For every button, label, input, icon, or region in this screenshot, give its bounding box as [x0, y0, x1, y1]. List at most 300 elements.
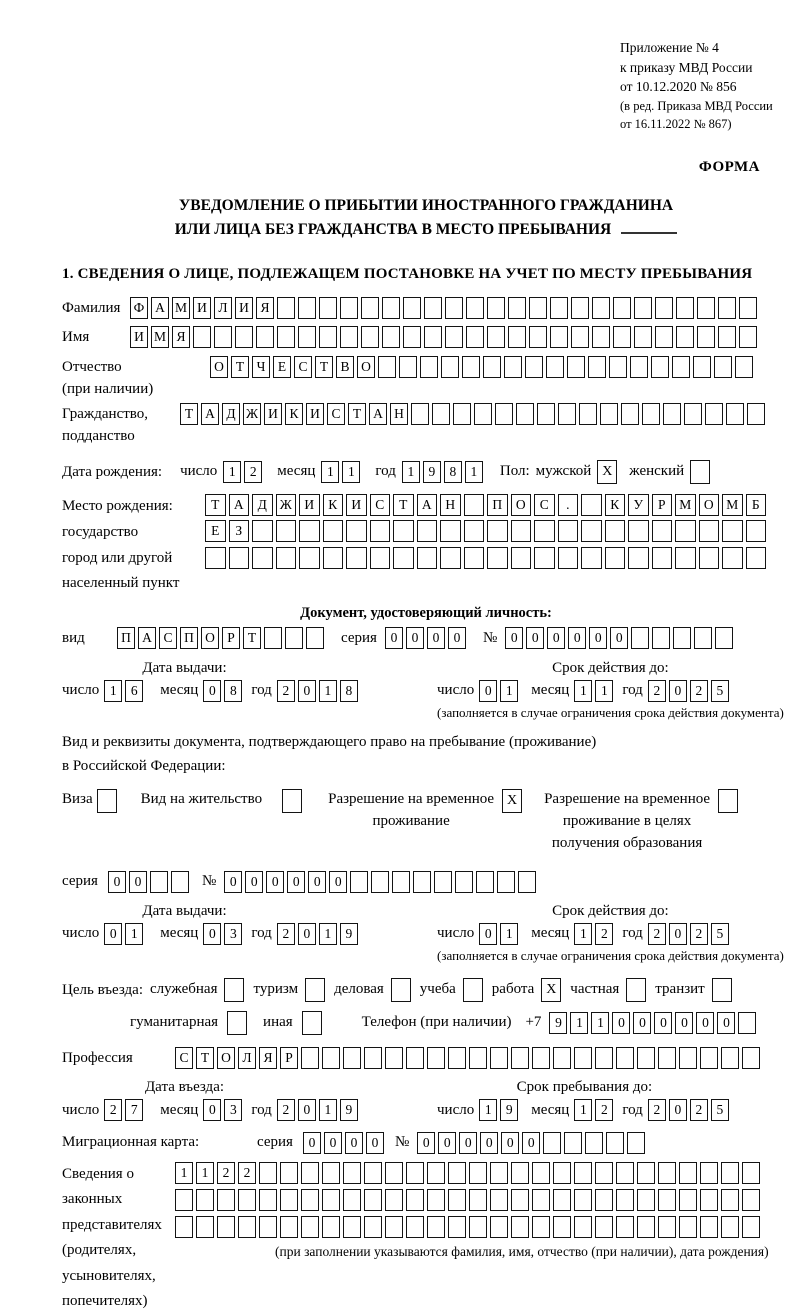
char-cell[interactable] — [280, 1189, 298, 1211]
char-cell[interactable] — [651, 356, 669, 378]
char-cell[interactable]: 0 — [717, 1012, 735, 1034]
char-cell[interactable]: 0 — [345, 1132, 363, 1154]
char-cell[interactable]: 0 — [303, 1132, 321, 1154]
char-cell[interactable] — [343, 1216, 361, 1238]
char-cell[interactable] — [679, 1189, 697, 1211]
char-cell[interactable]: С — [534, 494, 555, 516]
char-cell[interactable] — [171, 871, 189, 893]
char-cell[interactable] — [403, 326, 421, 348]
char-cell[interactable] — [277, 326, 295, 348]
other-checkbox[interactable] — [302, 1011, 322, 1035]
char-cell[interactable] — [746, 547, 767, 569]
char-cell[interactable] — [323, 547, 344, 569]
char-cell[interactable]: . — [558, 494, 579, 516]
char-cell[interactable] — [238, 1216, 256, 1238]
char-cell[interactable] — [518, 871, 536, 893]
char-cell[interactable] — [350, 871, 368, 893]
char-cell[interactable] — [616, 1189, 634, 1211]
char-cell[interactable] — [652, 520, 673, 542]
char-cell[interactable] — [553, 1162, 571, 1184]
char-cell[interactable] — [399, 356, 417, 378]
char-cell[interactable]: И — [235, 297, 253, 319]
char-cell[interactable] — [464, 520, 485, 542]
char-cell[interactable] — [217, 1189, 235, 1211]
char-cell[interactable]: Я — [259, 1047, 277, 1069]
char-cell[interactable]: О — [201, 627, 219, 649]
char-cell[interactable]: Р — [280, 1047, 298, 1069]
char-cell[interactable] — [742, 1162, 760, 1184]
char-cell[interactable] — [722, 520, 743, 542]
study-checkbox[interactable] — [463, 978, 483, 1002]
char-cell[interactable] — [595, 1162, 613, 1184]
char-cell[interactable]: 0 — [669, 680, 687, 702]
char-cell[interactable] — [621, 403, 639, 425]
char-cell[interactable] — [679, 1216, 697, 1238]
char-cell[interactable] — [229, 547, 250, 569]
char-cell[interactable]: 0 — [366, 1132, 384, 1154]
char-cell[interactable] — [393, 520, 414, 542]
char-cell[interactable] — [693, 356, 711, 378]
char-cell[interactable] — [532, 1189, 550, 1211]
char-cell[interactable]: 2 — [595, 1099, 613, 1121]
char-cell[interactable]: 0 — [224, 871, 242, 893]
char-cell[interactable]: К — [285, 403, 303, 425]
char-cell[interactable]: 0 — [203, 1099, 221, 1121]
char-cell[interactable]: 0 — [610, 627, 628, 649]
char-cell[interactable]: О — [217, 1047, 235, 1069]
char-cell[interactable] — [739, 297, 757, 319]
char-cell[interactable] — [299, 547, 320, 569]
char-cell[interactable] — [340, 326, 358, 348]
char-cell[interactable] — [676, 326, 694, 348]
humanitarian-checkbox[interactable] — [227, 1011, 247, 1035]
char-cell[interactable] — [655, 326, 673, 348]
tourism-checkbox[interactable] — [305, 978, 325, 1002]
char-cell[interactable]: М — [172, 297, 190, 319]
char-cell[interactable] — [663, 403, 681, 425]
char-cell[interactable] — [235, 326, 253, 348]
char-cell[interactable] — [490, 1047, 508, 1069]
char-cell[interactable] — [558, 547, 579, 569]
char-cell[interactable] — [546, 356, 564, 378]
char-cell[interactable] — [280, 1162, 298, 1184]
char-cell[interactable] — [742, 1047, 760, 1069]
char-cell[interactable] — [700, 1047, 718, 1069]
char-cell[interactable]: Т — [348, 403, 366, 425]
char-cell[interactable]: 9 — [549, 1012, 567, 1034]
char-cell[interactable]: П — [487, 494, 508, 516]
char-cell[interactable]: О — [511, 494, 532, 516]
char-cell[interactable] — [637, 1189, 655, 1211]
char-cell[interactable] — [483, 356, 501, 378]
char-cell[interactable] — [637, 1047, 655, 1069]
char-cell[interactable]: 1 — [196, 1162, 214, 1184]
char-cell[interactable]: 1 — [500, 923, 518, 945]
char-cell[interactable]: 2 — [690, 923, 708, 945]
char-cell[interactable] — [655, 297, 673, 319]
visa-checkbox[interactable] — [97, 789, 117, 813]
char-cell[interactable]: 0 — [448, 627, 466, 649]
char-cell[interactable]: 8 — [340, 680, 358, 702]
char-cell[interactable]: 0 — [108, 871, 126, 893]
char-cell[interactable]: А — [229, 494, 250, 516]
char-cell[interactable]: 9 — [423, 461, 441, 483]
edu-permit-checkbox[interactable] — [718, 789, 738, 813]
char-cell[interactable]: 2 — [690, 680, 708, 702]
char-cell[interactable] — [537, 403, 555, 425]
char-cell[interactable] — [466, 297, 484, 319]
char-cell[interactable]: А — [201, 403, 219, 425]
char-cell[interactable] — [742, 1216, 760, 1238]
char-cell[interactable] — [393, 547, 414, 569]
char-cell[interactable]: 1 — [319, 923, 337, 945]
char-cell[interactable] — [714, 356, 732, 378]
char-cell[interactable] — [606, 1132, 624, 1154]
char-cell[interactable] — [464, 494, 485, 516]
char-cell[interactable] — [679, 1047, 697, 1069]
char-cell[interactable] — [616, 1162, 634, 1184]
char-cell[interactable] — [605, 547, 626, 569]
char-cell[interactable] — [298, 297, 316, 319]
char-cell[interactable]: 1 — [104, 680, 122, 702]
char-cell[interactable] — [508, 297, 526, 319]
char-cell[interactable] — [631, 627, 649, 649]
char-cell[interactable]: 1 — [402, 461, 420, 483]
char-cell[interactable] — [525, 356, 543, 378]
char-cell[interactable]: 1 — [319, 680, 337, 702]
char-cell[interactable] — [628, 547, 649, 569]
char-cell[interactable]: 6 — [125, 680, 143, 702]
char-cell[interactable] — [600, 403, 618, 425]
char-cell[interactable]: 1 — [319, 1099, 337, 1121]
char-cell[interactable]: 0 — [324, 1132, 342, 1154]
char-cell[interactable]: 5 — [711, 680, 729, 702]
char-cell[interactable] — [424, 297, 442, 319]
char-cell[interactable] — [532, 1162, 550, 1184]
private-checkbox[interactable] — [626, 978, 646, 1002]
char-cell[interactable]: А — [417, 494, 438, 516]
char-cell[interactable] — [718, 326, 736, 348]
char-cell[interactable] — [634, 326, 652, 348]
char-cell[interactable] — [658, 1216, 676, 1238]
char-cell[interactable] — [595, 1189, 613, 1211]
char-cell[interactable] — [323, 520, 344, 542]
char-cell[interactable] — [699, 520, 720, 542]
char-cell[interactable] — [217, 1216, 235, 1238]
char-cell[interactable] — [609, 356, 627, 378]
char-cell[interactable] — [511, 547, 532, 569]
char-cell[interactable] — [529, 326, 547, 348]
char-cell[interactable]: О — [357, 356, 375, 378]
char-cell[interactable]: 7 — [125, 1099, 143, 1121]
char-cell[interactable] — [259, 1162, 277, 1184]
char-cell[interactable] — [259, 1189, 277, 1211]
char-cell[interactable]: В — [336, 356, 354, 378]
char-cell[interactable]: М — [722, 494, 743, 516]
char-cell[interactable]: С — [327, 403, 345, 425]
char-cell[interactable] — [630, 356, 648, 378]
char-cell[interactable] — [301, 1189, 319, 1211]
char-cell[interactable] — [205, 547, 226, 569]
char-cell[interactable]: С — [175, 1047, 193, 1069]
char-cell[interactable] — [627, 1132, 645, 1154]
char-cell[interactable] — [511, 1216, 529, 1238]
char-cell[interactable]: 0 — [669, 1099, 687, 1121]
char-cell[interactable] — [532, 1047, 550, 1069]
char-cell[interactable]: С — [159, 627, 177, 649]
char-cell[interactable]: 0 — [675, 1012, 693, 1034]
char-cell[interactable] — [574, 1047, 592, 1069]
char-cell[interactable] — [411, 403, 429, 425]
char-cell[interactable] — [595, 1216, 613, 1238]
char-cell[interactable]: А — [138, 627, 156, 649]
char-cell[interactable] — [346, 520, 367, 542]
char-cell[interactable] — [558, 520, 579, 542]
char-cell[interactable]: У — [628, 494, 649, 516]
char-cell[interactable]: 0 — [479, 680, 497, 702]
char-cell[interactable]: 1 — [595, 680, 613, 702]
char-cell[interactable] — [497, 871, 515, 893]
char-cell[interactable] — [511, 1162, 529, 1184]
char-cell[interactable] — [469, 1162, 487, 1184]
char-cell[interactable] — [413, 871, 431, 893]
char-cell[interactable]: И — [299, 494, 320, 516]
char-cell[interactable] — [735, 356, 753, 378]
char-cell[interactable]: Т — [180, 403, 198, 425]
char-cell[interactable] — [721, 1216, 739, 1238]
char-cell[interactable] — [574, 1162, 592, 1184]
char-cell[interactable]: С — [294, 356, 312, 378]
char-cell[interactable]: 0 — [287, 871, 305, 893]
char-cell[interactable] — [370, 547, 391, 569]
char-cell[interactable] — [361, 326, 379, 348]
char-cell[interactable]: 0 — [669, 923, 687, 945]
char-cell[interactable] — [406, 1047, 424, 1069]
char-cell[interactable]: 0 — [203, 680, 221, 702]
char-cell[interactable] — [550, 297, 568, 319]
char-cell[interactable] — [722, 547, 743, 569]
char-cell[interactable]: 9 — [340, 1099, 358, 1121]
char-cell[interactable] — [469, 1189, 487, 1211]
char-cell[interactable]: 2 — [595, 923, 613, 945]
char-cell[interactable] — [553, 1189, 571, 1211]
char-cell[interactable] — [370, 520, 391, 542]
char-cell[interactable] — [427, 1047, 445, 1069]
char-cell[interactable]: 1 — [500, 680, 518, 702]
char-cell[interactable]: 1 — [574, 680, 592, 702]
char-cell[interactable] — [642, 403, 660, 425]
residence-checkbox[interactable] — [282, 789, 302, 813]
char-cell[interactable] — [150, 871, 168, 893]
char-cell[interactable] — [301, 1216, 319, 1238]
char-cell[interactable] — [581, 547, 602, 569]
char-cell[interactable] — [637, 1216, 655, 1238]
char-cell[interactable]: 2 — [277, 1099, 295, 1121]
char-cell[interactable] — [579, 403, 597, 425]
char-cell[interactable] — [697, 326, 715, 348]
char-cell[interactable] — [175, 1216, 193, 1238]
char-cell[interactable]: Т — [315, 356, 333, 378]
char-cell[interactable] — [276, 520, 297, 542]
char-cell[interactable]: О — [210, 356, 228, 378]
char-cell[interactable] — [697, 297, 715, 319]
char-cell[interactable] — [464, 547, 485, 569]
char-cell[interactable] — [508, 326, 526, 348]
char-cell[interactable]: 1 — [570, 1012, 588, 1034]
char-cell[interactable]: 0 — [547, 627, 565, 649]
char-cell[interactable]: 0 — [203, 923, 221, 945]
char-cell[interactable] — [564, 1132, 582, 1154]
char-cell[interactable]: 5 — [711, 923, 729, 945]
char-cell[interactable]: 0 — [427, 627, 445, 649]
char-cell[interactable] — [721, 1047, 739, 1069]
char-cell[interactable]: 1 — [321, 461, 339, 483]
char-cell[interactable] — [585, 1132, 603, 1154]
char-cell[interactable] — [574, 1216, 592, 1238]
char-cell[interactable]: 0 — [522, 1132, 540, 1154]
char-cell[interactable] — [543, 1132, 561, 1154]
char-cell[interactable] — [613, 326, 631, 348]
char-cell[interactable] — [445, 326, 463, 348]
char-cell[interactable] — [392, 871, 410, 893]
char-cell[interactable] — [417, 520, 438, 542]
char-cell[interactable] — [469, 1216, 487, 1238]
char-cell[interactable] — [196, 1216, 214, 1238]
char-cell[interactable]: 2 — [244, 461, 262, 483]
char-cell[interactable] — [259, 1216, 277, 1238]
char-cell[interactable] — [511, 1189, 529, 1211]
char-cell[interactable]: 2 — [690, 1099, 708, 1121]
char-cell[interactable]: 0 — [266, 871, 284, 893]
char-cell[interactable]: 0 — [459, 1132, 477, 1154]
char-cell[interactable] — [319, 297, 337, 319]
char-cell[interactable] — [382, 297, 400, 319]
char-cell[interactable] — [238, 1189, 256, 1211]
char-cell[interactable] — [487, 297, 505, 319]
char-cell[interactable]: 9 — [500, 1099, 518, 1121]
char-cell[interactable]: 1 — [125, 923, 143, 945]
char-cell[interactable]: Н — [440, 494, 461, 516]
char-cell[interactable]: 0 — [633, 1012, 651, 1034]
char-cell[interactable]: К — [605, 494, 626, 516]
char-cell[interactable] — [175, 1189, 193, 1211]
char-cell[interactable] — [676, 297, 694, 319]
char-cell[interactable] — [441, 356, 459, 378]
char-cell[interactable] — [571, 297, 589, 319]
char-cell[interactable] — [346, 547, 367, 569]
char-cell[interactable]: 0 — [329, 871, 347, 893]
char-cell[interactable] — [487, 326, 505, 348]
char-cell[interactable] — [343, 1047, 361, 1069]
char-cell[interactable] — [652, 547, 673, 569]
char-cell[interactable] — [256, 326, 274, 348]
char-cell[interactable]: И — [130, 326, 148, 348]
char-cell[interactable]: 2 — [104, 1099, 122, 1121]
char-cell[interactable] — [529, 297, 547, 319]
char-cell[interactable]: 0 — [129, 871, 147, 893]
char-cell[interactable]: 0 — [480, 1132, 498, 1154]
char-cell[interactable]: 0 — [612, 1012, 630, 1034]
char-cell[interactable] — [406, 1216, 424, 1238]
char-cell[interactable]: Н — [390, 403, 408, 425]
char-cell[interactable] — [679, 1162, 697, 1184]
char-cell[interactable] — [252, 547, 273, 569]
char-cell[interactable]: Д — [252, 494, 273, 516]
char-cell[interactable] — [700, 1162, 718, 1184]
char-cell[interactable] — [553, 1216, 571, 1238]
char-cell[interactable] — [739, 326, 757, 348]
char-cell[interactable]: 2 — [648, 923, 666, 945]
business-checkbox[interactable] — [224, 978, 244, 1002]
char-cell[interactable] — [432, 403, 450, 425]
char-cell[interactable]: 0 — [654, 1012, 672, 1034]
char-cell[interactable] — [490, 1189, 508, 1211]
char-cell[interactable]: Я — [172, 326, 190, 348]
char-cell[interactable]: 8 — [444, 461, 462, 483]
char-cell[interactable] — [684, 403, 702, 425]
char-cell[interactable] — [445, 297, 463, 319]
char-cell[interactable] — [448, 1189, 466, 1211]
char-cell[interactable]: Е — [273, 356, 291, 378]
char-cell[interactable]: И — [264, 403, 282, 425]
char-cell[interactable] — [382, 326, 400, 348]
char-cell[interactable] — [581, 520, 602, 542]
char-cell[interactable] — [299, 520, 320, 542]
char-cell[interactable] — [319, 326, 337, 348]
char-cell[interactable] — [193, 326, 211, 348]
char-cell[interactable] — [699, 547, 720, 569]
char-cell[interactable] — [453, 403, 471, 425]
char-cell[interactable]: С — [370, 494, 391, 516]
char-cell[interactable]: К — [323, 494, 344, 516]
char-cell[interactable] — [364, 1189, 382, 1211]
char-cell[interactable] — [658, 1047, 676, 1069]
temp-permit-checkbox[interactable]: X — [502, 789, 522, 813]
char-cell[interactable] — [434, 871, 452, 893]
char-cell[interactable]: И — [346, 494, 367, 516]
char-cell[interactable] — [487, 520, 508, 542]
char-cell[interactable]: Т — [393, 494, 414, 516]
char-cell[interactable] — [605, 520, 626, 542]
char-cell[interactable]: Р — [222, 627, 240, 649]
char-cell[interactable] — [301, 1047, 319, 1069]
char-cell[interactable] — [705, 403, 723, 425]
char-cell[interactable]: 2 — [277, 923, 295, 945]
char-cell[interactable] — [532, 1216, 550, 1238]
char-cell[interactable] — [574, 1189, 592, 1211]
char-cell[interactable] — [718, 297, 736, 319]
char-cell[interactable] — [726, 403, 744, 425]
char-cell[interactable] — [581, 494, 602, 516]
char-cell[interactable] — [592, 297, 610, 319]
char-cell[interactable]: 0 — [438, 1132, 456, 1154]
char-cell[interactable] — [424, 326, 442, 348]
transit-checkbox[interactable] — [712, 978, 732, 1002]
char-cell[interactable] — [534, 547, 555, 569]
char-cell[interactable]: 0 — [526, 627, 544, 649]
char-cell[interactable]: 9 — [340, 923, 358, 945]
char-cell[interactable] — [277, 297, 295, 319]
char-cell[interactable] — [534, 520, 555, 542]
char-cell[interactable]: 0 — [308, 871, 326, 893]
char-cell[interactable]: 1 — [223, 461, 241, 483]
char-cell[interactable] — [427, 1189, 445, 1211]
char-cell[interactable]: П — [180, 627, 198, 649]
char-cell[interactable] — [490, 1162, 508, 1184]
char-cell[interactable] — [214, 326, 232, 348]
char-cell[interactable] — [747, 403, 765, 425]
char-cell[interactable]: Л — [238, 1047, 256, 1069]
